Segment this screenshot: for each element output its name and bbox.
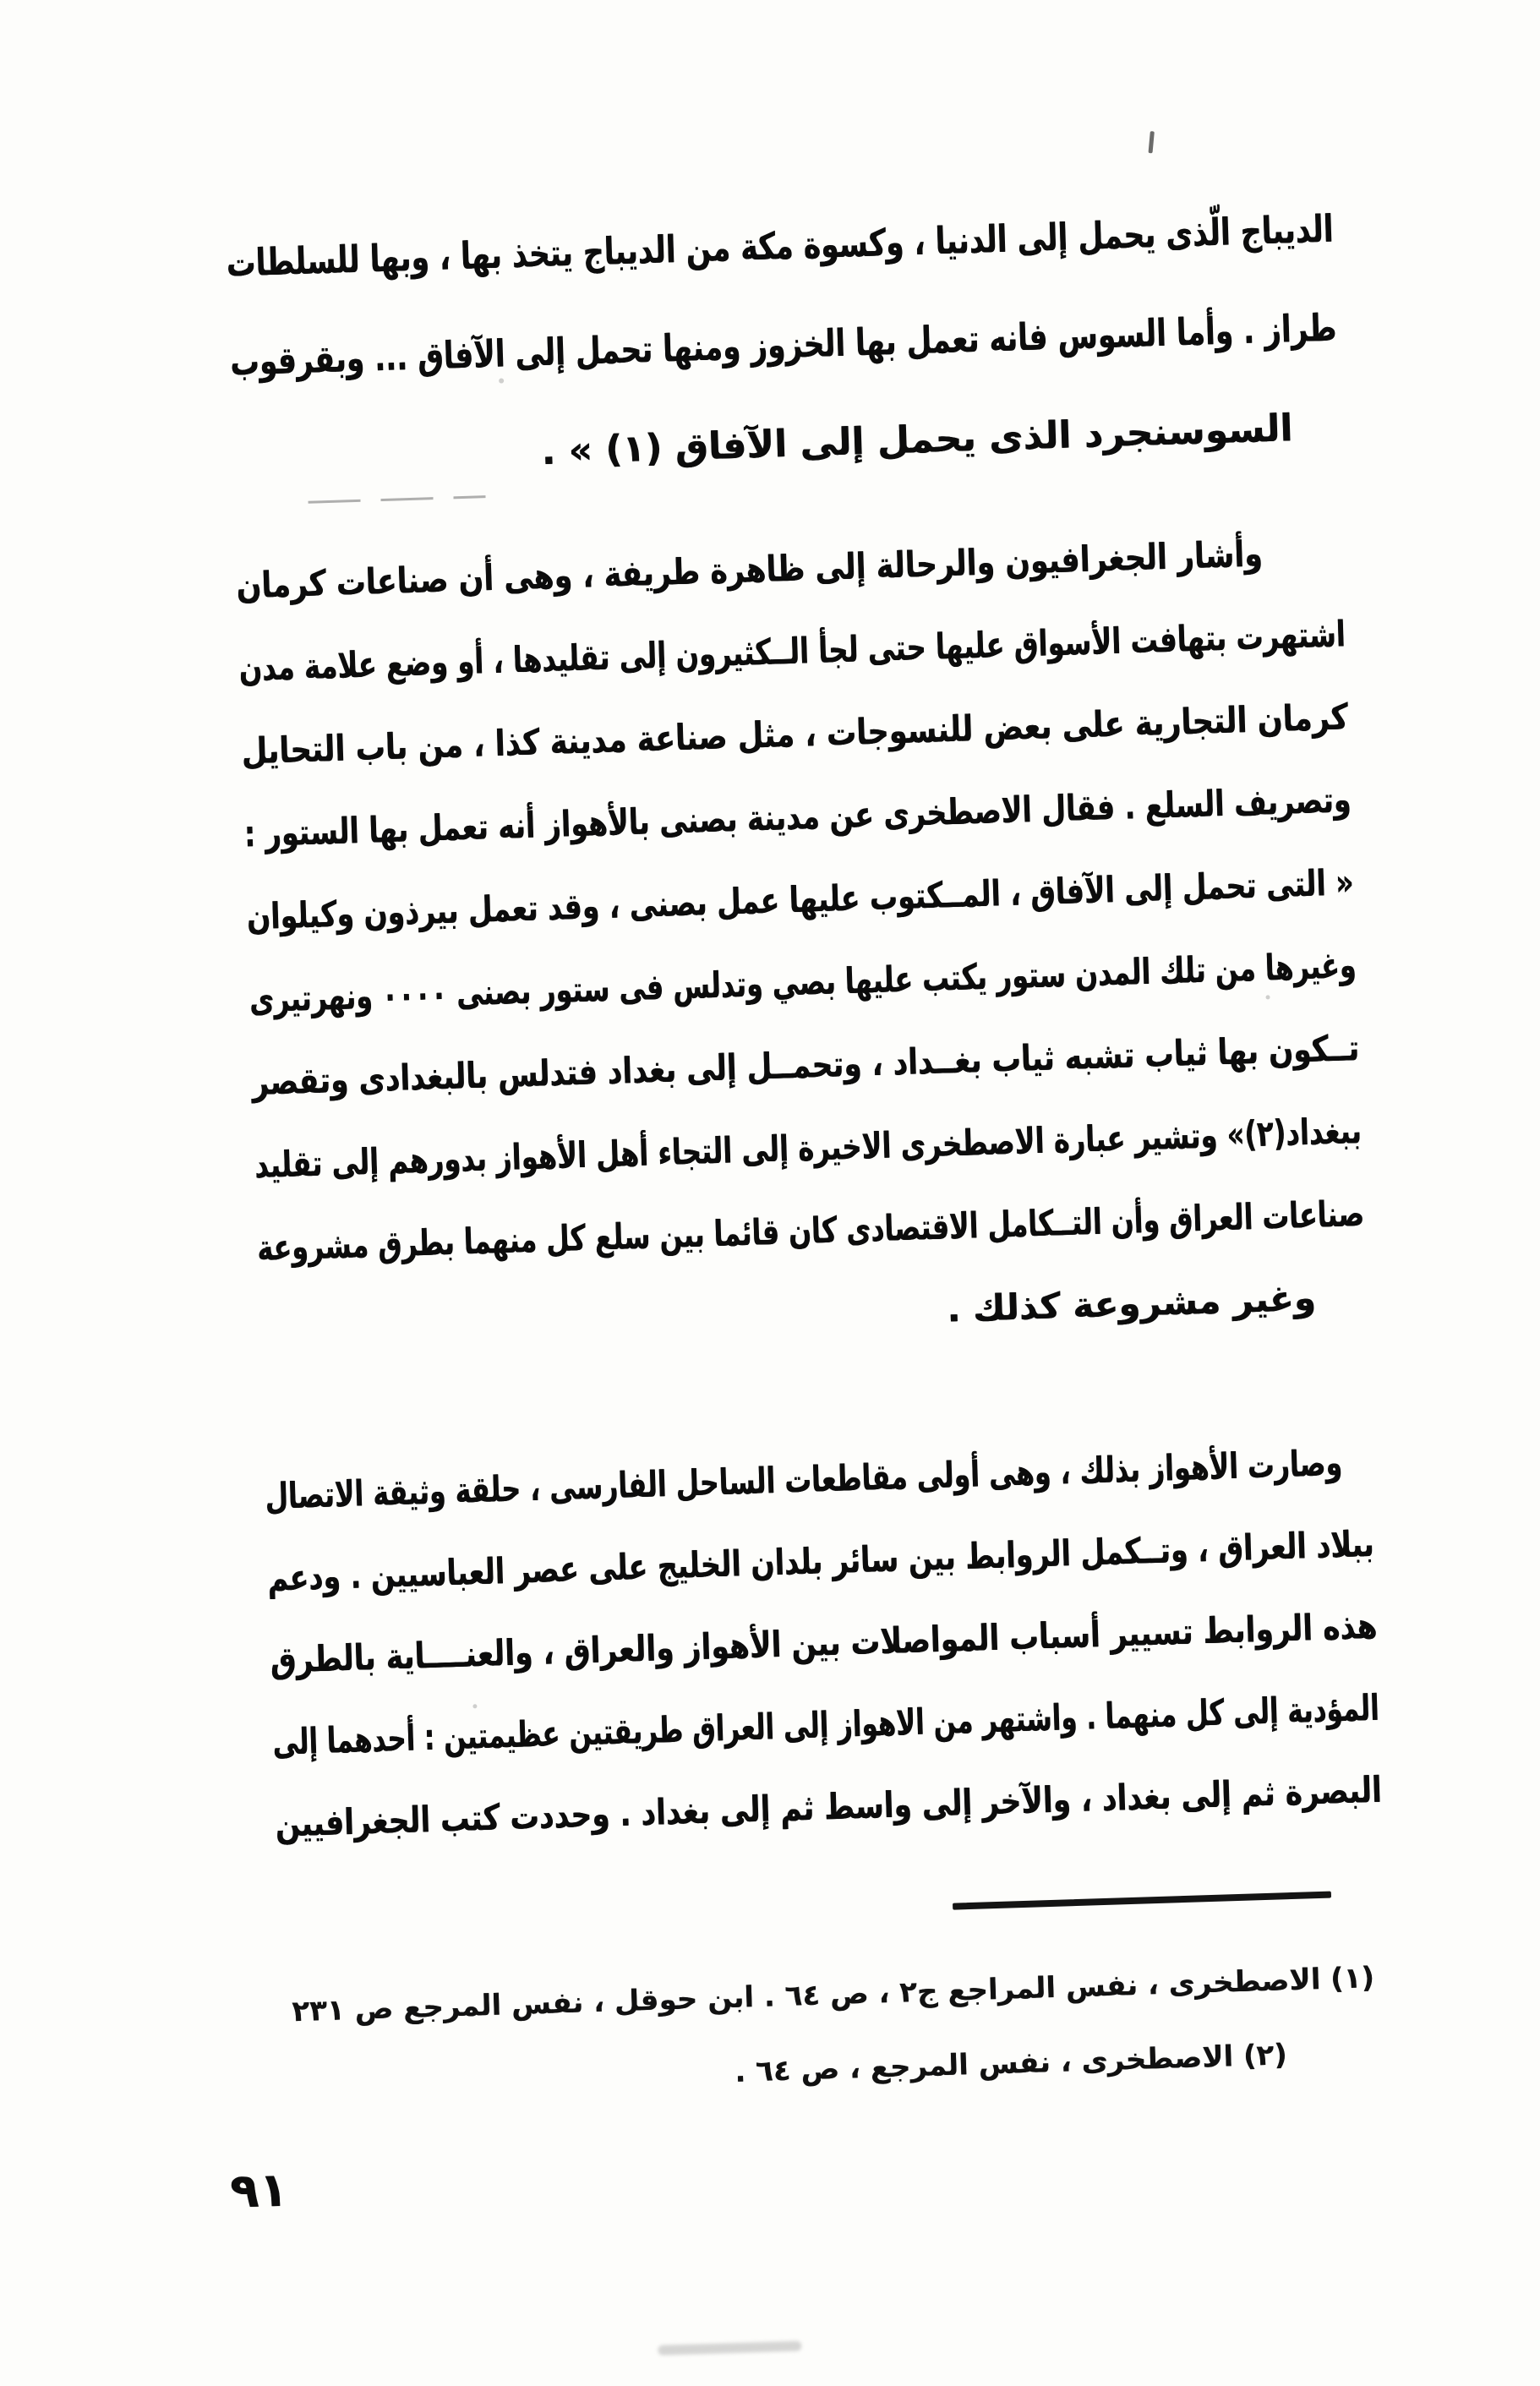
text-line: المؤدية إلى كل منهما . واشتهر من الاهواز إلى العراق طريقتين عظيمتين : أحدهما إلى — [272, 1686, 1380, 1763]
footnote-divider-rule — [953, 1892, 1331, 1910]
paragraph-kerman-imitation — [235, 510, 1368, 1373]
scan-artifact-tick — [1149, 131, 1155, 153]
text-line: تــكون بها ثياب تشبه ثياب بغــداد ، وتحمــل إلى بغداد فتدلس بالبغدادى وتقصر — [250, 1027, 1360, 1104]
paragraph-ahwaz-routes — [264, 1421, 1384, 1865]
paragraph-quote-dibaj — [225, 180, 1341, 511]
text-line: الديباج الّذى يحمل إلى الدنيا ، وكسوة مكة من الديباج يتخذ بها ، وبها للسلطات — [225, 207, 1334, 286]
footnote-1: (١) الاصطخرى ، نفس المراجع ج٢ ، ص ٦٤ . ابن حوقل ، نفس المرجع ص ٢٣١ — [291, 1961, 1375, 2029]
page-number: ٩١ — [229, 2162, 289, 2219]
text-line: وتصريف السلع . فقال الاصطخرى عن مدينة بصنى بالأهواز أنه تعمل بها الستور : — [243, 778, 1352, 855]
text-line: وغير مشروعة كذلك . — [946, 1276, 1317, 1330]
text-line: السوسنجرد الذى يحمل إلى الآفاق (١) » . — [540, 407, 1294, 474]
text-line: وغيرها من تلك المدن ستور يكتب عليها بصي وتدلس فى ستور بصنى ٠٠٠٠ ونهرتيرى — [248, 944, 1357, 1021]
text-line: وأشار الجغرافيون والرحالة إلى ظاهرة طريفة ، وهى أن صناعات كرمان — [236, 532, 1264, 607]
text-line: البصرة ثم إلى بغداد ، والآخر إلى واسط ثم إلى بغداد . وحددت كتب الجغرافيين — [275, 1768, 1383, 1845]
text-line: وصارت الأهواز بذلك ، وهى أولى مقاطعات الساحل الفارسى ، حلقة وثيقة الاتصال — [264, 1441, 1343, 1517]
text-line: هذه الروابط تسيير أسباب المواصلات بين الأهواز والعراق ، والعنــــاية بالطرق — [269, 1604, 1378, 1681]
text-line: ببغداد(٢)» وتشير عبارة الاصطخرى الاخيرة إلى التجاء أهل الأهواز بدورهم إلى تقليد — [254, 1110, 1363, 1187]
text-line: صناعات العراق وأن التــكامل الاقتصادى كان قائما بين سلع كل منهما بطرق مشروعة — [256, 1192, 1365, 1269]
text-line: اشتهرت بتهافت الأسواق عليها حتى لجأ الــكثيرون إلى تقليدها ، أو وضع علامة مدن — [238, 613, 1346, 690]
text-line: طراز . وأما السوس فانه تعمل بها الخزوز ومنها تحمل إلى الآفاق ... وبقرقوب — [228, 306, 1337, 385]
text-line: ببلاد العراق ، وتــكمل الروابط بين سائر بلدان الخليج على عصر العباسيين . ودعم — [267, 1522, 1375, 1599]
footnote-2: (٢) الاصطخرى ، نفس المرجع ، ص ٦٤ . — [734, 2038, 1288, 2089]
text-line: كرمان التجارية على بعض للنسوجات ، مثل صناعة مدينة كذا ، من باب التحايل — [241, 696, 1349, 773]
text-line: « التى تحمل إلى الآفاق ، المــكتوب عليها عمل بصنى ، وقد تعمل بيرذون وكيلوان — [246, 861, 1355, 938]
scan-artifact-smudge — [658, 2341, 801, 2356]
